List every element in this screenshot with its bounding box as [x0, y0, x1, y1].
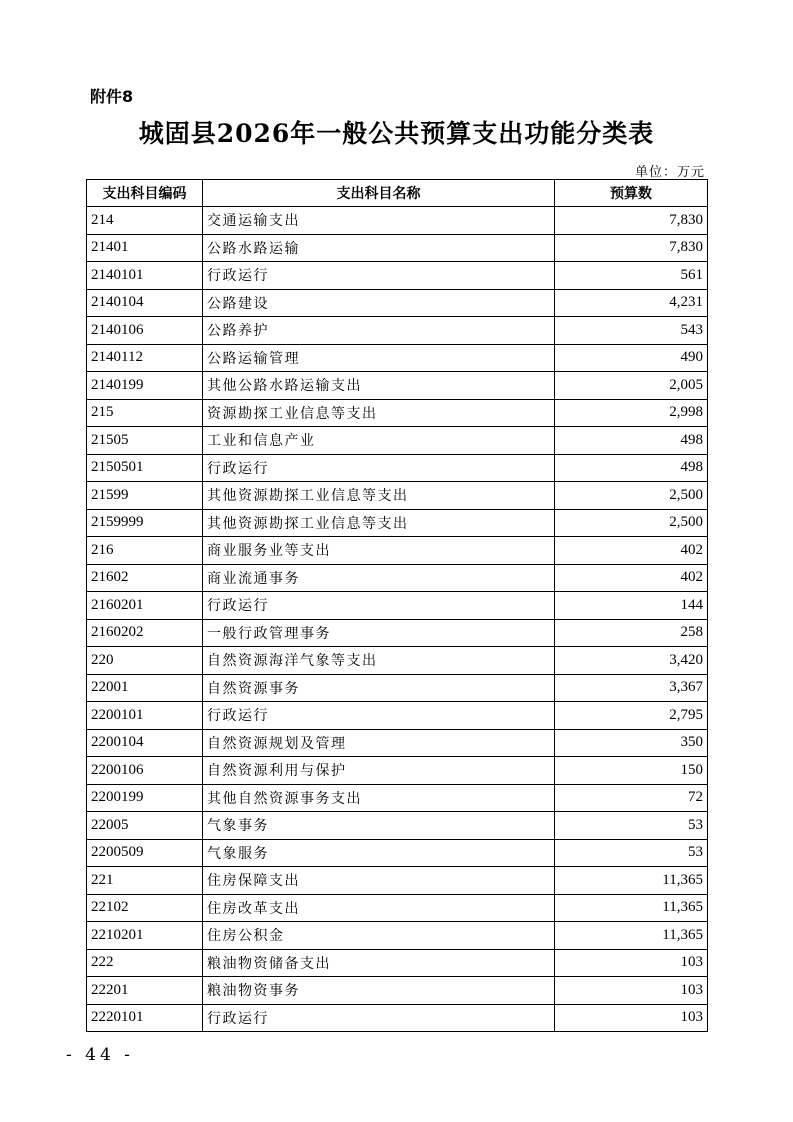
- cell-amount: 72: [555, 784, 708, 812]
- cell-code: 21602: [87, 564, 203, 592]
- cell-amount: 402: [555, 564, 708, 592]
- cell-code: 2200106: [87, 757, 203, 785]
- table-row: [87, 234, 708, 262]
- cell-name: 其他公路水路运输支出: [203, 372, 555, 400]
- page-title: 城固县2026年一般公共预算支出功能分类表: [138, 119, 655, 148]
- cell-amount: 103: [555, 977, 708, 1005]
- cell-name: 气象事务: [203, 812, 555, 840]
- table-header: [87, 180, 708, 207]
- cell-name: 住房保障支出: [203, 867, 555, 895]
- cell-code: 2159999: [87, 509, 203, 537]
- cell-amount: 258: [555, 619, 708, 647]
- table-row: [87, 839, 708, 867]
- table-row: [87, 289, 708, 317]
- cell-amount: 103: [555, 1004, 708, 1032]
- cell-amount: 53: [555, 839, 708, 867]
- cell-name: 自然资源规划及管理: [203, 729, 555, 757]
- table-row: [87, 482, 708, 510]
- cell-name: 资源勘探工业信息等支出: [203, 399, 555, 427]
- cell-code: 2200104: [87, 729, 203, 757]
- table-row: [87, 509, 708, 537]
- cell-name: 其他资源勘探工业信息等支出: [203, 482, 555, 510]
- cell-name: 住房公积金: [203, 922, 555, 950]
- cell-amount: 2,795: [555, 702, 708, 730]
- cell-name: 其他自然资源事务支出: [203, 784, 555, 812]
- cell-name: 公路水路运输: [203, 234, 555, 262]
- table-row: [87, 949, 708, 977]
- cell-amount: 7,830: [555, 207, 708, 235]
- table-row: [87, 922, 708, 950]
- cell-amount: 11,365: [555, 894, 708, 922]
- cell-name: 住房改革支出: [203, 894, 555, 922]
- cell-code: 2200101: [87, 702, 203, 730]
- cell-amount: 561: [555, 262, 708, 290]
- table-row: [87, 537, 708, 565]
- cell-name: 行政运行: [203, 592, 555, 620]
- cell-code: 2140101: [87, 262, 203, 290]
- cell-amount: 150: [555, 757, 708, 785]
- cell-code: 2160202: [87, 619, 203, 647]
- table-row: [87, 262, 708, 290]
- cell-code: 22005: [87, 812, 203, 840]
- cell-amount: 4,231: [555, 289, 708, 317]
- cell-code: 22102: [87, 894, 203, 922]
- cell-amount: 2,998: [555, 399, 708, 427]
- cell-name: 商业流通事务: [203, 564, 555, 592]
- cell-amount: 3,420: [555, 647, 708, 675]
- budget-table: [86, 179, 708, 1032]
- cell-amount: 498: [555, 454, 708, 482]
- cell-code: 21401: [87, 234, 203, 262]
- cell-amount: 11,365: [555, 922, 708, 950]
- table-row: [87, 812, 708, 840]
- table-row: [87, 757, 708, 785]
- cell-amount: 490: [555, 344, 708, 372]
- table-row: [87, 619, 708, 647]
- cell-code: 2200509: [87, 839, 203, 867]
- cell-amount: 11,365: [555, 867, 708, 895]
- cell-code: 222: [87, 949, 203, 977]
- cell-code: 2140112: [87, 344, 203, 372]
- cell-amount: 402: [555, 537, 708, 565]
- cell-name: 行政运行: [203, 702, 555, 730]
- table-row: [87, 372, 708, 400]
- cell-name: 行政运行: [203, 1004, 555, 1032]
- cell-name: 自然资源事务: [203, 674, 555, 702]
- cell-name: 行政运行: [203, 454, 555, 482]
- cell-name: 自然资源利用与保护: [203, 757, 555, 785]
- cell-amount: 2,500: [555, 482, 708, 510]
- table-row: [87, 207, 708, 235]
- cell-code: 22001: [87, 674, 203, 702]
- column-header-name: 支出科目名称: [203, 180, 555, 207]
- cell-code: 2160201: [87, 592, 203, 620]
- cell-name: 交通运输支出: [203, 207, 555, 235]
- cell-name: 粮油物资事务: [203, 977, 555, 1005]
- cell-code: 220: [87, 647, 203, 675]
- cell-code: 22201: [87, 977, 203, 1005]
- table-row: [87, 647, 708, 675]
- cell-amount: 7,830: [555, 234, 708, 262]
- page-number: - 44 -: [66, 1045, 134, 1065]
- cell-name: 气象服务: [203, 839, 555, 867]
- header-row: [87, 180, 708, 207]
- table-row: [87, 427, 708, 455]
- cell-name: 自然资源海洋气象等支出: [203, 647, 555, 675]
- cell-code: 215: [87, 399, 203, 427]
- cell-name: 工业和信息产业: [203, 427, 555, 455]
- cell-name: 公路养护: [203, 317, 555, 345]
- cell-code: 2140199: [87, 372, 203, 400]
- cell-code: 2150501: [87, 454, 203, 482]
- cell-name: 一般行政管理事务: [203, 619, 555, 647]
- table-body: [87, 207, 708, 1032]
- table-row: [87, 399, 708, 427]
- table-row: [87, 867, 708, 895]
- cell-code: 221: [87, 867, 203, 895]
- cell-name: 粮油物资储备支出: [203, 949, 555, 977]
- column-header-code: 支出科目编码: [87, 180, 203, 207]
- cell-code: 21505: [87, 427, 203, 455]
- table-row: [87, 674, 708, 702]
- cell-code: 2140106: [87, 317, 203, 345]
- cell-code: 2140104: [87, 289, 203, 317]
- table-row: [87, 592, 708, 620]
- table-row: [87, 454, 708, 482]
- cell-amount: 2,500: [555, 509, 708, 537]
- cell-amount: 144: [555, 592, 708, 620]
- cell-amount: 53: [555, 812, 708, 840]
- cell-name: 公路建设: [203, 289, 555, 317]
- cell-amount: 2,005: [555, 372, 708, 400]
- cell-name: 其他资源勘探工业信息等支出: [203, 509, 555, 537]
- cell-code: 2220101: [87, 1004, 203, 1032]
- cell-name: 公路运输管理: [203, 344, 555, 372]
- column-header-amount: 预算数: [555, 180, 708, 207]
- table-row: [87, 317, 708, 345]
- table-row: [87, 564, 708, 592]
- cell-code: 214: [87, 207, 203, 235]
- cell-name: 商业服务业等支出: [203, 537, 555, 565]
- cell-code: 21599: [87, 482, 203, 510]
- cell-amount: 543: [555, 317, 708, 345]
- cell-amount: 103: [555, 949, 708, 977]
- table-row: [87, 977, 708, 1005]
- unit-label: 单位：万元: [634, 165, 705, 180]
- table-row: [87, 729, 708, 757]
- cell-code: 216: [87, 537, 203, 565]
- cell-amount: 350: [555, 729, 708, 757]
- attachment-label: 附件8: [90, 87, 134, 106]
- table-row: [87, 1004, 708, 1032]
- cell-code: 2200199: [87, 784, 203, 812]
- table-row: [87, 344, 708, 372]
- table-row: [87, 894, 708, 922]
- table-row: [87, 702, 708, 730]
- cell-amount: 498: [555, 427, 708, 455]
- cell-amount: 3,367: [555, 674, 708, 702]
- table-row: [87, 784, 708, 812]
- cell-code: 2210201: [87, 922, 203, 950]
- cell-name: 行政运行: [203, 262, 555, 290]
